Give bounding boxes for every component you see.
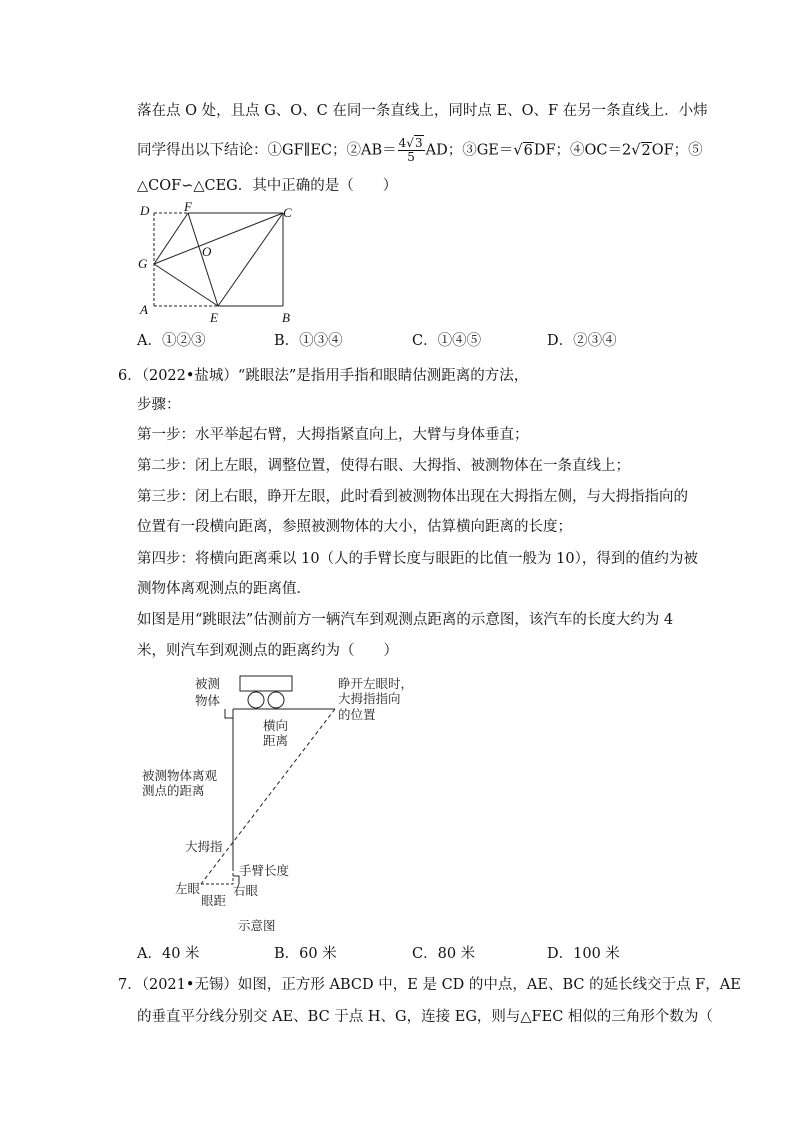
segment-GC	[154, 213, 283, 264]
q6-step-2: 第二步：闭上左眼，调整位置，使得右眼、大拇指、被测物体在一条直线上；	[137, 458, 630, 474]
label-A: A	[140, 302, 148, 317]
q5-line2-end: OF；⑤	[651, 142, 703, 159]
label-lateral-1: 横向	[263, 719, 289, 733]
label-left-eye: 左眼	[175, 882, 201, 896]
q6-step-3-line-2: 位置有一段横向距离，参照被测物体的大小，估算横向距离的长度；	[137, 519, 572, 535]
q6-steps-title: 步骤：	[137, 397, 181, 413]
segment-FG	[154, 213, 188, 264]
q5-line2-mid: AD；③GE＝	[425, 142, 514, 159]
label-distance-2: 测点的距离	[142, 784, 205, 798]
q5-fraction: $\frac{4√3}{5}$	[398, 136, 423, 164]
q6-question-line-2: 米，则汽车到观测点的距离约为（ ）	[137, 643, 398, 659]
q6-options	[137, 944, 657, 964]
q6-step-3-line-1: 第三步：闭上右眼，睁开左眼，此时看到被测物体出现在大拇指左侧，与大拇指指向的	[137, 489, 688, 505]
q5-option-a[interactable]: A．①②③	[137, 333, 206, 349]
label-arm-length: 手臂长度	[239, 864, 290, 878]
car-wheel-left	[248, 692, 264, 708]
segment-EC	[218, 213, 283, 306]
segment-FE	[188, 213, 218, 306]
label-thumb: 大拇指	[185, 840, 223, 854]
q5-line2-mid2: DF；④OC＝2	[533, 142, 632, 159]
label-open-left-3: 的位置	[338, 708, 376, 722]
q6-option-a[interactable]: A．40 米	[137, 946, 200, 962]
q5-option-d[interactable]: D．②③④	[547, 333, 617, 349]
q5-line2-pre: 同学得出以下结论：①GF∥EC；②AB＝	[137, 142, 397, 159]
q6-option-c[interactable]: C．80 米	[412, 946, 476, 962]
label-B: B	[282, 310, 290, 325]
label-C: C	[283, 205, 292, 220]
q5-sqrt-2: 2	[641, 142, 651, 159]
label-lateral-2: 距离	[263, 734, 289, 748]
q5-options	[137, 331, 657, 351]
q5-option-c[interactable]: C．①④⑤	[412, 333, 482, 349]
label-open-left-2: 大拇指指向	[338, 692, 401, 706]
q6-step-4-line-2: 测物体离观测点的距离值．	[137, 581, 311, 597]
q6-intro: 6．（2022•盐城）“跳眼法”是指用手指和眼睛估测距离的方法，	[118, 368, 529, 384]
label-eye-distance: 眼距	[201, 894, 227, 908]
q7-text-line-1: 7．（2021•无锡）如图，正方形 ABCD 中，E 是 CD 的中点，AE、BC 的延长线交于点 F，AE	[118, 977, 741, 993]
car-wheel-right	[268, 692, 284, 708]
q6-jump-eye-diagram	[135, 670, 435, 942]
q6-question-line-1: 如图是用“跳眼法”估测前方一辆汽车到观测点距离的示意图，该汽车的长度大约为 4	[137, 612, 674, 628]
label-O: O	[202, 244, 212, 259]
label-distance-1: 被测物体离观	[142, 769, 218, 783]
q5-option-b[interactable]: B．①③④	[274, 333, 343, 349]
label-open-left-1: 睁开左眼时，	[338, 677, 414, 691]
label-object-1: 被测	[195, 677, 221, 691]
q5-frac-num-radicand: 3	[414, 136, 423, 150]
car-body	[240, 676, 292, 691]
q5-text-line-3: △COF∽△CEG．其中正确的是（ ）	[137, 178, 398, 194]
q6-option-d[interactable]: D．100 米	[547, 946, 620, 962]
q6-option-b[interactable]: B．60 米	[274, 946, 337, 962]
q6-step-4-line-1: 第四步：将横向距离乘以 10（人的手臂长度与眼距的比值一般为 10），得到的值约为被	[137, 551, 698, 567]
label-E: E	[210, 310, 218, 325]
label-object-2: 物体	[195, 694, 221, 708]
q5-frac-den: 5	[407, 150, 415, 164]
q6-step-1: 第一步：水平举起右臂，大拇指紧直向上，大臂与身体垂直；	[137, 427, 529, 443]
right-angle-top	[225, 709, 233, 718]
q7-text-line-2: 的垂直平分线分别交 AE、BC 于点 H、G，连接 EG，则与△FEC 相似的三角形个数为（	[137, 1009, 713, 1025]
label-caption: 示意图	[238, 919, 276, 933]
label-F: F	[184, 199, 192, 214]
q5-text-line-1: 落在点 O 处，且点 G、O、C 在同一条直线上，同时点 E、O、F 在另一条直线上．小炜	[137, 103, 708, 119]
label-D: D	[140, 203, 150, 218]
label-G: G	[138, 256, 148, 271]
q5-text-line-2: 同学得出以下结论：①GF∥EC；②AB＝ $\frac{4√3}{5}$ AD；③GE＝√6DF；④OC＝2√2OF；⑤	[137, 136, 703, 164]
q5-rectangle-figure	[130, 198, 300, 326]
q5-frac-num-coef: 4	[398, 136, 407, 150]
segment-GE	[154, 264, 218, 306]
q5-sqrt-6: 6	[523, 142, 533, 159]
label-right-eye: 右眼	[233, 884, 259, 898]
